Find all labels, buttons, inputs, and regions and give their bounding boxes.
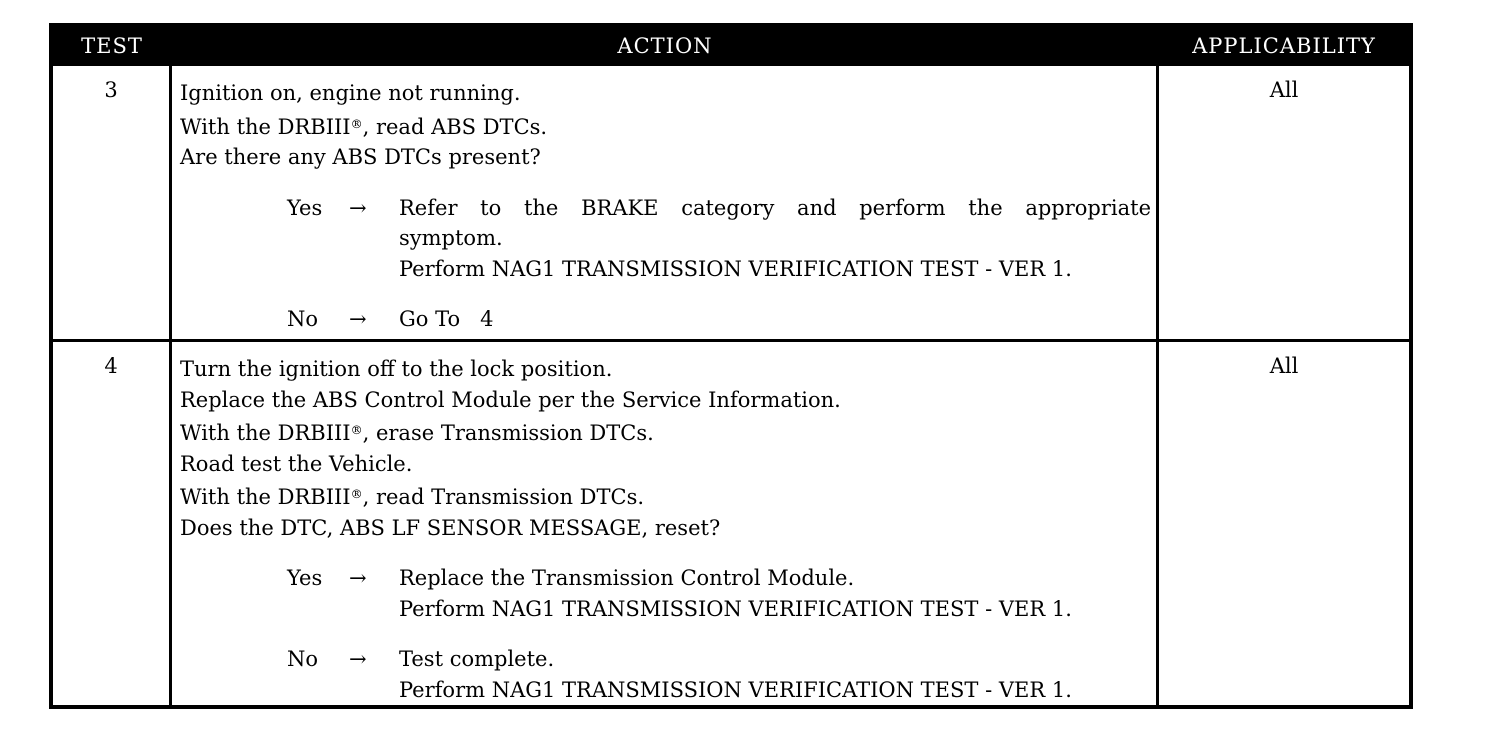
registered-mark: ®: [350, 423, 363, 437]
yes-result: [399, 193, 1151, 285]
test-number: 4: [104, 354, 118, 378]
result-line: Perform NAG1 TRANSMISSION VERIFICATION TEST - VER 1.: [399, 677, 1072, 702]
yes-label: Yes: [287, 566, 323, 590]
action-cell: [180, 78, 1152, 335]
yes-label: Yes: [287, 195, 323, 220]
action-step: Replace the ABS Control Module per the Service Information.: [180, 387, 841, 412]
test-number: 3: [104, 78, 118, 102]
action-step: Does the DTC, ABS LF SENSOR MESSAGE, reset?: [180, 515, 721, 540]
header-action: ACTION: [617, 34, 713, 58]
applicability-value: All: [1269, 354, 1299, 378]
arrow-icon: →: [349, 647, 367, 671]
result-line: Refer to the BRAKE category and perform the appropriate: [399, 195, 1151, 220]
result-line: Go To 4: [399, 307, 494, 331]
no-label: No: [287, 647, 319, 671]
table-row: [53, 66, 1409, 339]
result-line: symptom.: [399, 226, 503, 250]
header-test: TEST: [81, 34, 143, 58]
action-step: Road test the Vehicle.: [180, 451, 413, 476]
action-step: With the DRBIII®, erase Transmission DTCs.: [180, 421, 654, 445]
arrow-icon: →: [349, 566, 367, 590]
no-branch: [287, 644, 1152, 705]
arrow-icon: →: [349, 195, 367, 220]
diagnostic-table: [49, 23, 1413, 709]
no-branch: [287, 304, 1152, 335]
action-step: Are there any ABS DTCs present?: [180, 145, 541, 169]
header-applicability: APPLICABILITY: [1192, 34, 1376, 58]
arrow-icon: →: [349, 307, 367, 331]
yes-result: [399, 563, 1151, 624]
action-cell: [180, 354, 1152, 705]
result-line: Perform NAG1 TRANSMISSION VERIFICATION TEST - VER 1.: [399, 256, 1072, 281]
registered-mark: ®: [350, 487, 363, 501]
applicability-value: All: [1269, 78, 1299, 102]
result-line: Perform NAG1 TRANSMISSION VERIFICATION TEST - VER 1.: [399, 596, 1072, 621]
no-label: No: [287, 307, 319, 331]
action-step: With the DRBIII®, read Transmission DTCs.: [180, 485, 645, 509]
table-row: [53, 342, 1409, 706]
action-step: With the DRBIII®, read ABS DTCs.: [180, 114, 548, 139]
action-step: Turn the ignition off to the lock position.: [180, 357, 613, 381]
result-line: Replace the Transmission Control Module.: [399, 566, 855, 590]
registered-mark: ®: [350, 116, 363, 131]
result-line: Test complete.: [399, 647, 555, 671]
action-step: Ignition on, engine not running.: [180, 81, 521, 105]
yes-branch: [287, 193, 1152, 285]
no-result: [399, 644, 1151, 705]
yes-branch: [287, 563, 1152, 624]
table-header: [53, 27, 1409, 66]
no-result: [399, 304, 1151, 335]
